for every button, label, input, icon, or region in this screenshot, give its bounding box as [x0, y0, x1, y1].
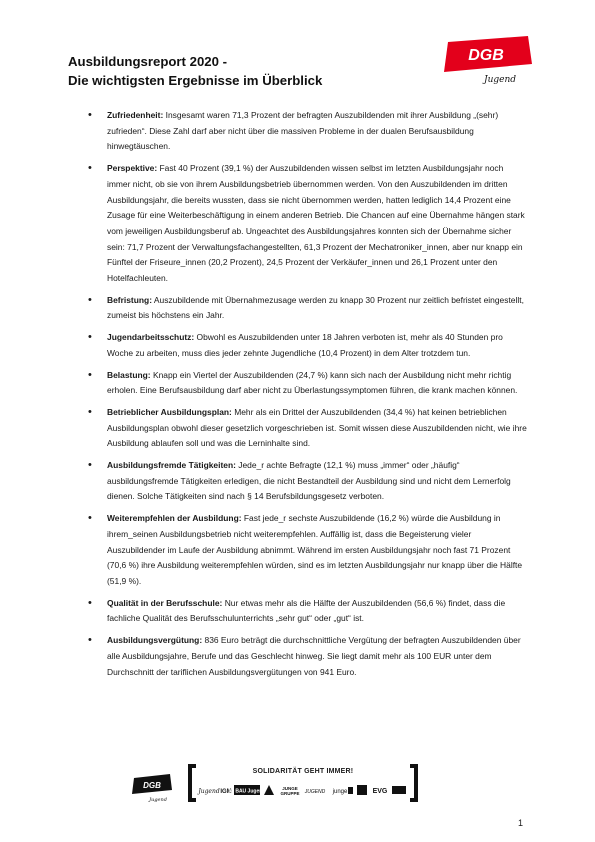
item-text: Jede_r achte Befragte (12,1 %) muss „immer“ oder „häufig“ ausbildungsfremde Tätigkeiten erledigen, die nicht Bestandteil der Ausbildung sind und nicht dem Lernerfolg dienen. Solche Tätigkeiten sind nach § 14 Berufsbildungsgesetz verboten.	[107, 460, 511, 502]
list-item	[88, 511, 528, 590]
list-item	[88, 405, 528, 452]
partner-logo-icon	[306, 784, 324, 796]
partner-logos	[200, 782, 406, 798]
list-item	[88, 458, 528, 505]
partner-logo-icon	[228, 784, 266, 796]
list-item	[88, 368, 528, 399]
partner-logo-icon	[278, 784, 302, 796]
partner-logo-icon	[392, 784, 406, 796]
list-item	[88, 330, 528, 361]
svg-text:JUNGE: JUNGE	[282, 786, 299, 791]
title-line-1: Ausbildungsreport 2020 -	[68, 54, 228, 69]
list-item	[88, 108, 528, 155]
page-number: 1	[518, 818, 524, 828]
item-heading: Befristung:	[107, 294, 152, 305]
item-text: Obwohl es Auszubildenden unter 18 Jahren verboten ist, mehr als 40 Stunden pro Woche zu arbeiten, muss dies jeder zehnte Jugendliche (10,4 Prozent) in dem Alter trotzdem tun.	[107, 332, 503, 358]
svg-text:GRUPPE: GRUPPE	[280, 791, 300, 796]
item-text: 836 Euro beträgt die durchschnittliche Vergütung der befragten Auszubildenden über alle Ausbildungsjahre, Berufe und das Geschlecht hinweg. Sie liegt damit mehr als 100 EUR unter dem Durchschnitt der tariflichen Ausbildungsvergütungen von 941 Euro.	[107, 635, 521, 677]
svg-text:junge: junge	[332, 789, 347, 795]
item-text: Fast 40 Prozent (39,1 %) der Auszubildenden wissen selbst im letzten Ausbildungsjahr noch immer nicht, ob sie von ihrem Ausbildungsbetrieb übernommen werden. Von den Auszubildenden im dritten Ausbildungsjahr, die bereits wussten, dass sie nicht übernommen werden, hatten lediglich 14,4 Prozent eine Zusage für eine Weiterbeschäftigung in einem anderen Betrieb. Die Chancen auf eine Übernahme hängen stark vom jeweiligen Ausbildungsberuf ab. Ungeachtet des Ausbildungsjahres konnten sich der Übernahme sicher sein: 71,7 Prozent der Verwaltungsfachangestellten, 61,3 Prozent der Mechatroniker_innen, aber nur knapp ein Fünftel der Friseure_innen (20,2 Prozent), 24,5 Prozent der Verkäufer_innen und 26,1 Prozent unter den Hotelfachleuten.	[107, 163, 525, 284]
svg-text:EVG: EVG	[372, 788, 388, 795]
svg-text:Jugend: Jugend	[483, 75, 517, 85]
partner-logo-icon	[371, 784, 389, 796]
list-item	[88, 161, 528, 287]
item-heading: Belastung:	[107, 369, 151, 380]
list-item	[88, 596, 528, 627]
partner-logo-icon	[327, 784, 353, 796]
svg-text:Jugend: Jugend	[149, 797, 167, 803]
item-text: Knapp ein Viertel der Auszubildenden (24,7 %) kann sich nach der Ausbildung nicht mehr richtig erholen. Eine Berufsausbildung darf aber nicht zu Überlastungssymptomen führen, die krank machen können.	[107, 369, 518, 396]
svg-text:DGB: DGB	[143, 781, 161, 790]
item-text: Nur etwas mehr als die Hälfte der Auszubildenden (56,6 %) findet, dass die fachliche Qualität des Berufsschulunterrichts „sehr gut“ oder „gut“ ist.	[107, 597, 506, 624]
svg-text:IG BAU Jugend: IG BAU Jugend	[228, 788, 266, 795]
dgb-jugend-logo	[440, 36, 532, 86]
item-heading: Zufriedenheit:	[107, 110, 164, 120]
title-line-2: Die wichtigsten Ergebnisse im Überblick	[68, 73, 323, 88]
partner-logo-icon	[200, 784, 218, 796]
list-item	[88, 293, 528, 324]
item-heading: Betrieblicher Ausbildungsplan:	[107, 406, 232, 417]
partner-logo-icon	[263, 784, 275, 796]
item-text: Auszubildende mit Übernahmezusage werden zu knapp 30 Prozent nur zeitlich befristet eingestellt, zumeist bis höchstens ein Jahr.	[107, 294, 524, 321]
item-text: Mehr als ein Drittel der Auszubildenden (34,4 %) hat keinen betrieblichen Ausbildungsplan obwohl dieser gesetzlich vorgeschrieben ist. Somit wissen diese Auszubildenden nicht, wie ihre Ausbildung ablaufen soll und was die Lerninhalte sind.	[107, 406, 527, 449]
item-heading: Jugendarbeitsschutz:	[107, 332, 195, 343]
dgb-jugend-footer-logo	[130, 772, 172, 802]
item-heading: Ausbildungsfremde Tätigkeiten:	[107, 460, 236, 471]
item-heading: Qualität in der Berufsschule:	[107, 597, 223, 608]
solidarity-banner	[188, 764, 418, 802]
item-text: Insgesamt waren 71,3 Prozent der befragten Auszubildenden mit ihrer Ausbildung „(sehr) zufrieden“. Diese Zahl darf aber nicht über die massiven Probleme in der dualen Berufsausbildung hinwegtäuschen.	[107, 110, 499, 152]
svg-text:DGB: DGB	[468, 47, 504, 64]
svg-text:JUGEND: JUGEND	[304, 789, 325, 795]
item-heading: Weiterempfehlen der Ausbildung:	[107, 513, 242, 524]
partner-logo-icon	[356, 784, 368, 796]
svg-text:Jugend: Jugend	[198, 788, 220, 795]
list-item	[88, 633, 528, 680]
item-heading: Ausbildungsvergütung:	[107, 635, 203, 646]
page-title	[68, 52, 448, 90]
solidarity-slogan: SOLIDARITÄT GEHT IMMER!	[252, 768, 354, 775]
item-text: Fast jede_r sechste Auszubildende (16,2 %) würde die Ausbildung in ihrem_seinen Ausbildungsbetrieb nicht weiterempfehlen. Auffällig ist, dass die Begeisterung vieler Auszubildender im Laufe der Ausbildung abnimmt. Während im ersten Ausbildungsjahr noch fast 71 Prozent (70,6 %) ihre Ausbildung weiterempfehlen würden, sind es im letzten Ausbildungsjahr nur knapp über die Hälfte (51,9 %).	[107, 513, 523, 586]
item-heading: Perspektive:	[107, 163, 158, 174]
results-list	[88, 108, 528, 686]
svg-text:IGM: IGM	[220, 789, 232, 795]
